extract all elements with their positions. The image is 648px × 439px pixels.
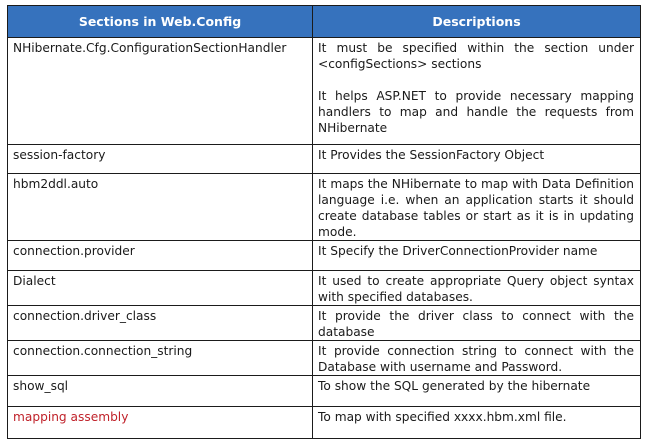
section-cell: show_sql [8, 376, 313, 407]
section-cell-highlighted: mapping assembly [8, 407, 313, 439]
section-cell: session-factory [8, 145, 313, 174]
section-cell: NHibernate.Cfg.ConfigurationSectionHandler [8, 38, 313, 145]
description-cell: It maps the NHibernate to map with Data Definition language i.e. when an application starts it should create database tables or start as it is in updating mode. [313, 174, 641, 241]
section-cell: connection.driver_class [8, 306, 313, 341]
header-sections: Sections in Web.Config [8, 6, 313, 38]
description-cell: It provide the driver class to connect with the database [313, 306, 641, 341]
description-cell: It Specify the DriverConnectionProvider name [313, 241, 641, 271]
table-row [8, 38, 641, 145]
header-descriptions: Descriptions [313, 6, 641, 38]
section-cell: hbm2ddl.auto [8, 174, 313, 241]
section-cell: Dialect [8, 271, 313, 306]
description-cell [313, 38, 641, 145]
table-header-row [8, 6, 641, 38]
table-row [8, 407, 641, 439]
table-row [8, 341, 641, 376]
description-paragraph: It must be specified within the section under <configSections> sections [318, 41, 634, 71]
section-cell: connection.provider [8, 241, 313, 271]
description-cell: It provide connection string to connect with the Database with username and Password. [313, 341, 641, 376]
section-cell: connection.connection_string [8, 341, 313, 376]
description-cell: It Provides the SessionFactory Object [313, 145, 641, 174]
table-row [8, 241, 641, 271]
description-paragraph: It helps ASP.NET to provide necessary mapping handlers to map and handle the requests from NHibernate [318, 89, 634, 135]
table-row [8, 174, 641, 241]
table-row [8, 145, 641, 174]
table-row [8, 376, 641, 407]
description-cell: It used to create appropriate Query object syntax with specified databases. [313, 271, 641, 306]
description-cell: To map with specified xxxx.hbm.xml file. [313, 407, 641, 439]
description-cell: To show the SQL generated by the hibernate [313, 376, 641, 407]
table-row [8, 306, 641, 341]
web-config-sections-table [7, 5, 641, 439]
table-row [8, 271, 641, 306]
